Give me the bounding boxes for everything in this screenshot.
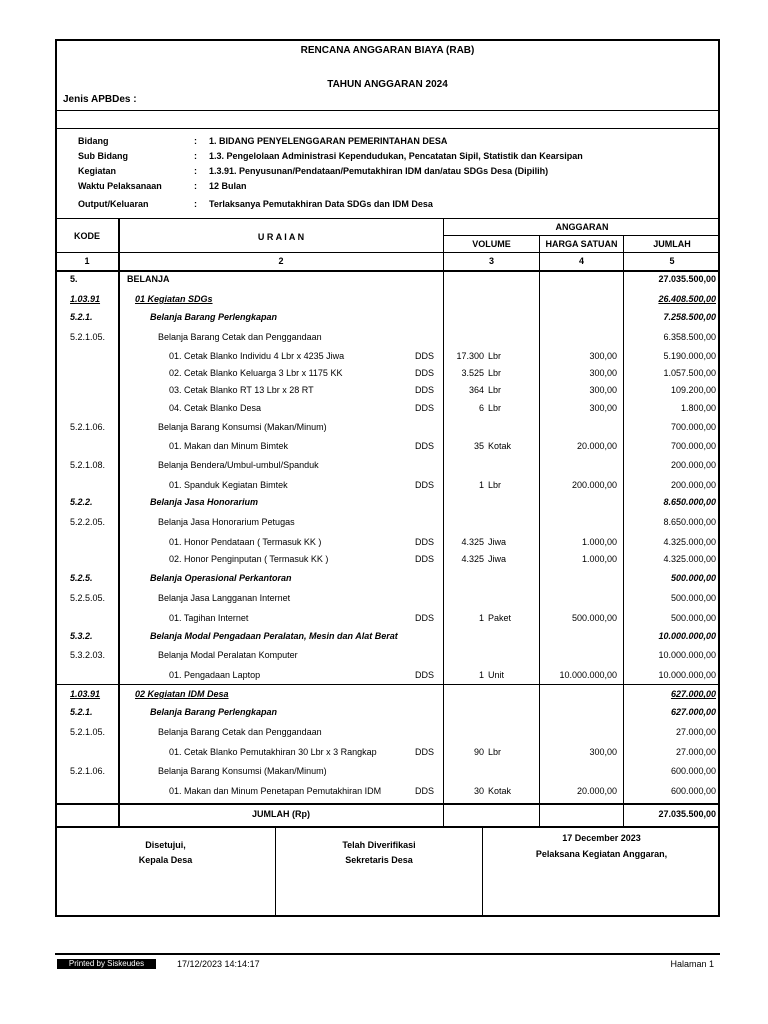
row-unit-price: 300,00 <box>589 403 617 413</box>
row-description: 01. Pengadaan Laptop <box>169 670 261 680</box>
row-volume: 17.300 <box>456 351 484 361</box>
table-top <box>56 218 720 219</box>
verified-label: Telah Diverifikasi <box>342 840 416 850</box>
row-unit-price: 500.000,00 <box>571 613 617 623</box>
row-amount: 10.000.000,00 <box>658 650 716 660</box>
row-volume: 1 <box>478 670 484 680</box>
col-number-4: 4 <box>578 256 584 266</box>
row-fund-source: DDS <box>415 441 435 451</box>
row-description: Belanja Modal Pengadaan Peralatan, Mesin dan Alat Berat <box>150 631 398 641</box>
jenis-apbdes-label: Jenis APBDes : <box>63 94 137 105</box>
col-number-2: 2 <box>278 256 284 266</box>
info-label: Output/Keluaran <box>78 199 149 209</box>
row-amount: 27.035.500,00 <box>658 274 716 284</box>
printed-at: 17/12/2023 14:14:17 <box>177 959 260 969</box>
col-number-3: 3 <box>488 256 494 266</box>
row-unit-price: 1.000,00 <box>581 537 617 547</box>
info-separator: : <box>194 181 197 191</box>
row-unit-price: 300,00 <box>589 351 617 361</box>
row-amount: 500.000,00 <box>670 613 716 623</box>
row-description: 01. Cetak Blanko Individu 4 Lbr x 4235 Jiwa <box>169 351 345 361</box>
row-code: 5.2.1.05. <box>70 332 106 342</box>
row-amount: 26.408.500,00 <box>658 294 716 304</box>
anggaran-divider <box>444 235 720 236</box>
row-unit-price: 300,00 <box>589 368 617 378</box>
header-divider <box>56 110 720 111</box>
header-divider-2 <box>56 128 720 129</box>
row-unit-price: 1.000,00 <box>581 554 617 564</box>
col-number-5: 5 <box>669 256 675 266</box>
info-label: Sub Bidang <box>78 151 128 161</box>
col-anggaran-header: ANGGARAN <box>555 222 609 232</box>
col-jumlah-header: JUMLAH <box>653 239 691 249</box>
row-description: Belanja Barang Perlengkapan <box>150 312 278 322</box>
page-number: Halaman 1 <box>670 959 714 969</box>
row-description: Belanja Barang Perlengkapan <box>150 707 278 717</box>
row-code: 5.2.1.05. <box>70 727 106 737</box>
row-unit: Unit <box>488 670 505 680</box>
row-amount: 7.258.500,00 <box>663 312 716 322</box>
row-volume: 1 <box>478 480 484 490</box>
row-amount: 10.000.000,00 <box>658 631 716 641</box>
row-description: 01. Cetak Blanko Pemutakhiran 30 Lbr x 3 Rangkap <box>169 747 377 757</box>
row-description: 01. Spanduk Kegiatan Bimtek <box>169 480 288 490</box>
fiscal-year: TAHUN ANGGARAN 2024 <box>327 79 448 90</box>
header-bottom <box>56 252 720 253</box>
info-separator: : <box>194 166 197 176</box>
row-amount: 627.000,00 <box>670 707 716 717</box>
row-volume: 6 <box>478 403 484 413</box>
row-code: 5.2.1.06. <box>70 422 106 432</box>
col-line-volume <box>539 235 540 826</box>
row-description: 03. Cetak Blanko RT 13 Lbr x 28 RT <box>169 385 314 395</box>
row-description: 01. Makan dan Minum Bimtek <box>169 441 289 451</box>
row-description: Belanja Jasa Honorarium <box>150 497 259 507</box>
row-description: 02. Cetak Blanko Keluarga 3 Lbr x 1175 KK <box>169 368 343 378</box>
row-fund-source: DDS <box>415 537 435 547</box>
row-fund-source: DDS <box>415 747 435 757</box>
row-volume: 4.325 <box>461 554 484 564</box>
row-amount: 600.000,00 <box>670 786 716 796</box>
row-code: 5.2.2. <box>70 497 93 507</box>
row-amount: 700.000,00 <box>670 441 716 451</box>
row-description: 01. Makan dan Minum Penetapan Pemutakhiran IDM <box>169 786 382 796</box>
info-value: Terlaksanya Pemutakhiran Data SDGs dan IDM Desa <box>209 199 433 209</box>
activity-divider <box>56 684 720 685</box>
row-amount: 109.200,00 <box>670 385 716 395</box>
row-unit: Jiwa <box>488 537 507 547</box>
row-volume: 90 <box>473 747 484 757</box>
row-description: Belanja Jasa Langganan Internet <box>158 593 291 603</box>
row-fund-source: DDS <box>415 670 435 680</box>
row-description: 01. Tagihan Internet <box>169 613 249 623</box>
row-fund-source: DDS <box>415 480 435 490</box>
row-description: Belanja Barang Cetak dan Penggandaan <box>158 332 322 342</box>
row-description: Belanja Bendera/Umbul-umbul/Spanduk <box>158 460 319 470</box>
row-amount: 200.000,00 <box>670 480 716 490</box>
info-separator: : <box>194 151 197 161</box>
row-description: 01. Honor Pendataan ( Termasuk KK ) <box>169 537 322 547</box>
row-amount: 1.057.500,00 <box>663 368 716 378</box>
row-description: Belanja Barang Cetak dan Penggandaan <box>158 727 322 737</box>
row-description: 02. Honor Penginputan ( Termasuk KK ) <box>169 554 329 564</box>
row-unit: Kotak <box>488 786 512 796</box>
row-code: 5.2.5.05. <box>70 593 106 603</box>
row-description: Belanja Barang Konsumsi (Makan/Minum) <box>158 422 327 432</box>
row-unit: Kotak <box>488 441 512 451</box>
row-unit: Jiwa <box>488 554 507 564</box>
col-kode-header: KODE <box>73 231 100 241</box>
approved-label: Disetujui, <box>145 840 186 850</box>
row-volume: 3.525 <box>461 368 484 378</box>
row-fund-source: DDS <box>415 554 435 564</box>
row-amount: 4.325.000,00 <box>663 537 716 547</box>
info-separator: : <box>194 199 197 209</box>
row-description: 04. Cetak Blanko Desa <box>169 403 262 413</box>
row-volume: 4.325 <box>461 537 484 547</box>
row-amount: 627.000,00 <box>670 689 716 699</box>
row-amount: 27.000,00 <box>675 747 716 757</box>
info-label: Bidang <box>78 136 109 146</box>
row-unit-price: 20.000,00 <box>576 441 617 451</box>
row-amount: 5.190.000,00 <box>663 351 716 361</box>
row-unit: Paket <box>488 613 512 623</box>
col-harga-header: HARGA SATUAN <box>545 239 618 249</box>
row-description: BELANJA <box>127 274 170 284</box>
row-amount: 10.000.000,00 <box>658 670 716 680</box>
row-unit-price: 300,00 <box>589 747 617 757</box>
row-fund-source: DDS <box>415 368 435 378</box>
printed-by-badge: Printed by Siskeudes <box>57 959 156 969</box>
row-code: 5.2.1. <box>70 312 93 322</box>
row-amount: 700.000,00 <box>670 422 716 432</box>
row-code: 1.03.91 <box>70 294 101 304</box>
sekretaris-desa-label: Sekretaris Desa <box>345 855 413 865</box>
row-unit-price: 300,00 <box>589 385 617 395</box>
row-code: 5.2.1.06. <box>70 766 106 776</box>
row-unit: Lbr <box>488 368 502 378</box>
row-unit: Lbr <box>488 747 502 757</box>
total-value: 27.035.500,00 <box>658 809 716 819</box>
sign-date: 17 December 2023 <box>562 833 641 843</box>
info-label: Waktu Pelaksanaan <box>78 181 162 191</box>
row-amount: 27.000,00 <box>675 727 716 737</box>
row-code: 5.2.5. <box>70 573 93 583</box>
row-amount: 200.000,00 <box>670 460 716 470</box>
row-amount: 1.800,00 <box>680 403 716 413</box>
row-volume: 1 <box>478 613 484 623</box>
row-unit: Lbr <box>488 351 502 361</box>
row-code: 5.2.1. <box>70 707 93 717</box>
info-value: 1.3.91. Penyusunan/Pendataan/Pemutakhiran IDM dan/atau SDGs Desa (Dipilih) <box>209 166 549 176</box>
row-description: Belanja Barang Konsumsi (Makan/Minum) <box>158 766 327 776</box>
row-description: Belanja Modal Peralatan Komputer <box>158 650 298 660</box>
row-fund-source: DDS <box>415 786 435 796</box>
row-unit-price: 10.000.000,00 <box>559 670 617 680</box>
footer-divider <box>55 953 720 955</box>
row-description: 02 Kegiatan IDM Desa <box>135 689 229 699</box>
row-description: 01 Kegiatan SDGs <box>135 294 213 304</box>
row-fund-source: DDS <box>415 385 435 395</box>
col-volume-header: VOLUME <box>472 239 511 249</box>
number-row-bottom <box>56 270 720 272</box>
row-fund-source: DDS <box>415 403 435 413</box>
row-code: 5.2.2.05. <box>70 517 106 527</box>
pelaksana-label: Pelaksana Kegiatan Anggaran, <box>535 849 668 859</box>
info-value: 1. BIDANG PENYELENGGARAN PEMERINTAHAN DESA <box>209 136 448 146</box>
row-unit-price: 20.000,00 <box>576 786 617 796</box>
row-unit: Lbr <box>488 480 502 490</box>
row-amount: 8.650.000,00 <box>663 497 716 507</box>
row-amount: 600.000,00 <box>670 766 716 776</box>
total-top <box>56 803 720 805</box>
col-line-kode <box>118 218 120 826</box>
info-value: 12 Bulan <box>209 181 247 191</box>
row-amount: 4.325.000,00 <box>663 554 716 564</box>
row-code: 5.2.1.08. <box>70 460 106 470</box>
row-amount: 500.000,00 <box>670 573 716 583</box>
row-amount: 500.000,00 <box>670 593 716 603</box>
kepala-desa-label: Kepala Desa <box>138 855 193 865</box>
row-unit: Lbr <box>488 403 502 413</box>
row-description: Belanja Jasa Honorarium Petugas <box>158 517 295 527</box>
row-unit: Lbr <box>488 385 502 395</box>
col-uraian-header: U R A I A N <box>257 232 305 242</box>
row-volume: 30 <box>473 786 484 796</box>
row-fund-source: DDS <box>415 613 435 623</box>
row-description: Belanja Operasional Perkantoran <box>150 573 292 583</box>
row-code: 5. <box>70 274 78 284</box>
total-bottom <box>56 826 720 828</box>
row-code: 5.3.2. <box>70 631 93 641</box>
info-separator: : <box>194 136 197 146</box>
row-amount: 6.358.500,00 <box>663 332 716 342</box>
row-unit-price: 200.000,00 <box>571 480 617 490</box>
col-line-uraian <box>443 218 444 826</box>
row-code: 5.3.2.03. <box>70 650 106 660</box>
total-label: JUMLAH (Rp) <box>252 809 310 819</box>
row-volume: 35 <box>473 441 484 451</box>
document-title: RENCANA ANGGARAN BIAYA (RAB) <box>300 45 475 56</box>
col-number-1: 1 <box>84 256 90 266</box>
info-value: 1.3. Pengelolaan Administrasi Kependudukan, Pencatatan Sipil, Statistik dan Kearsipan <box>209 151 583 161</box>
row-amount: 8.650.000,00 <box>663 517 716 527</box>
row-fund-source: DDS <box>415 351 435 361</box>
info-label: Kegiatan <box>78 166 117 176</box>
row-volume: 364 <box>468 385 484 395</box>
row-code: 1.03.91 <box>70 689 101 699</box>
